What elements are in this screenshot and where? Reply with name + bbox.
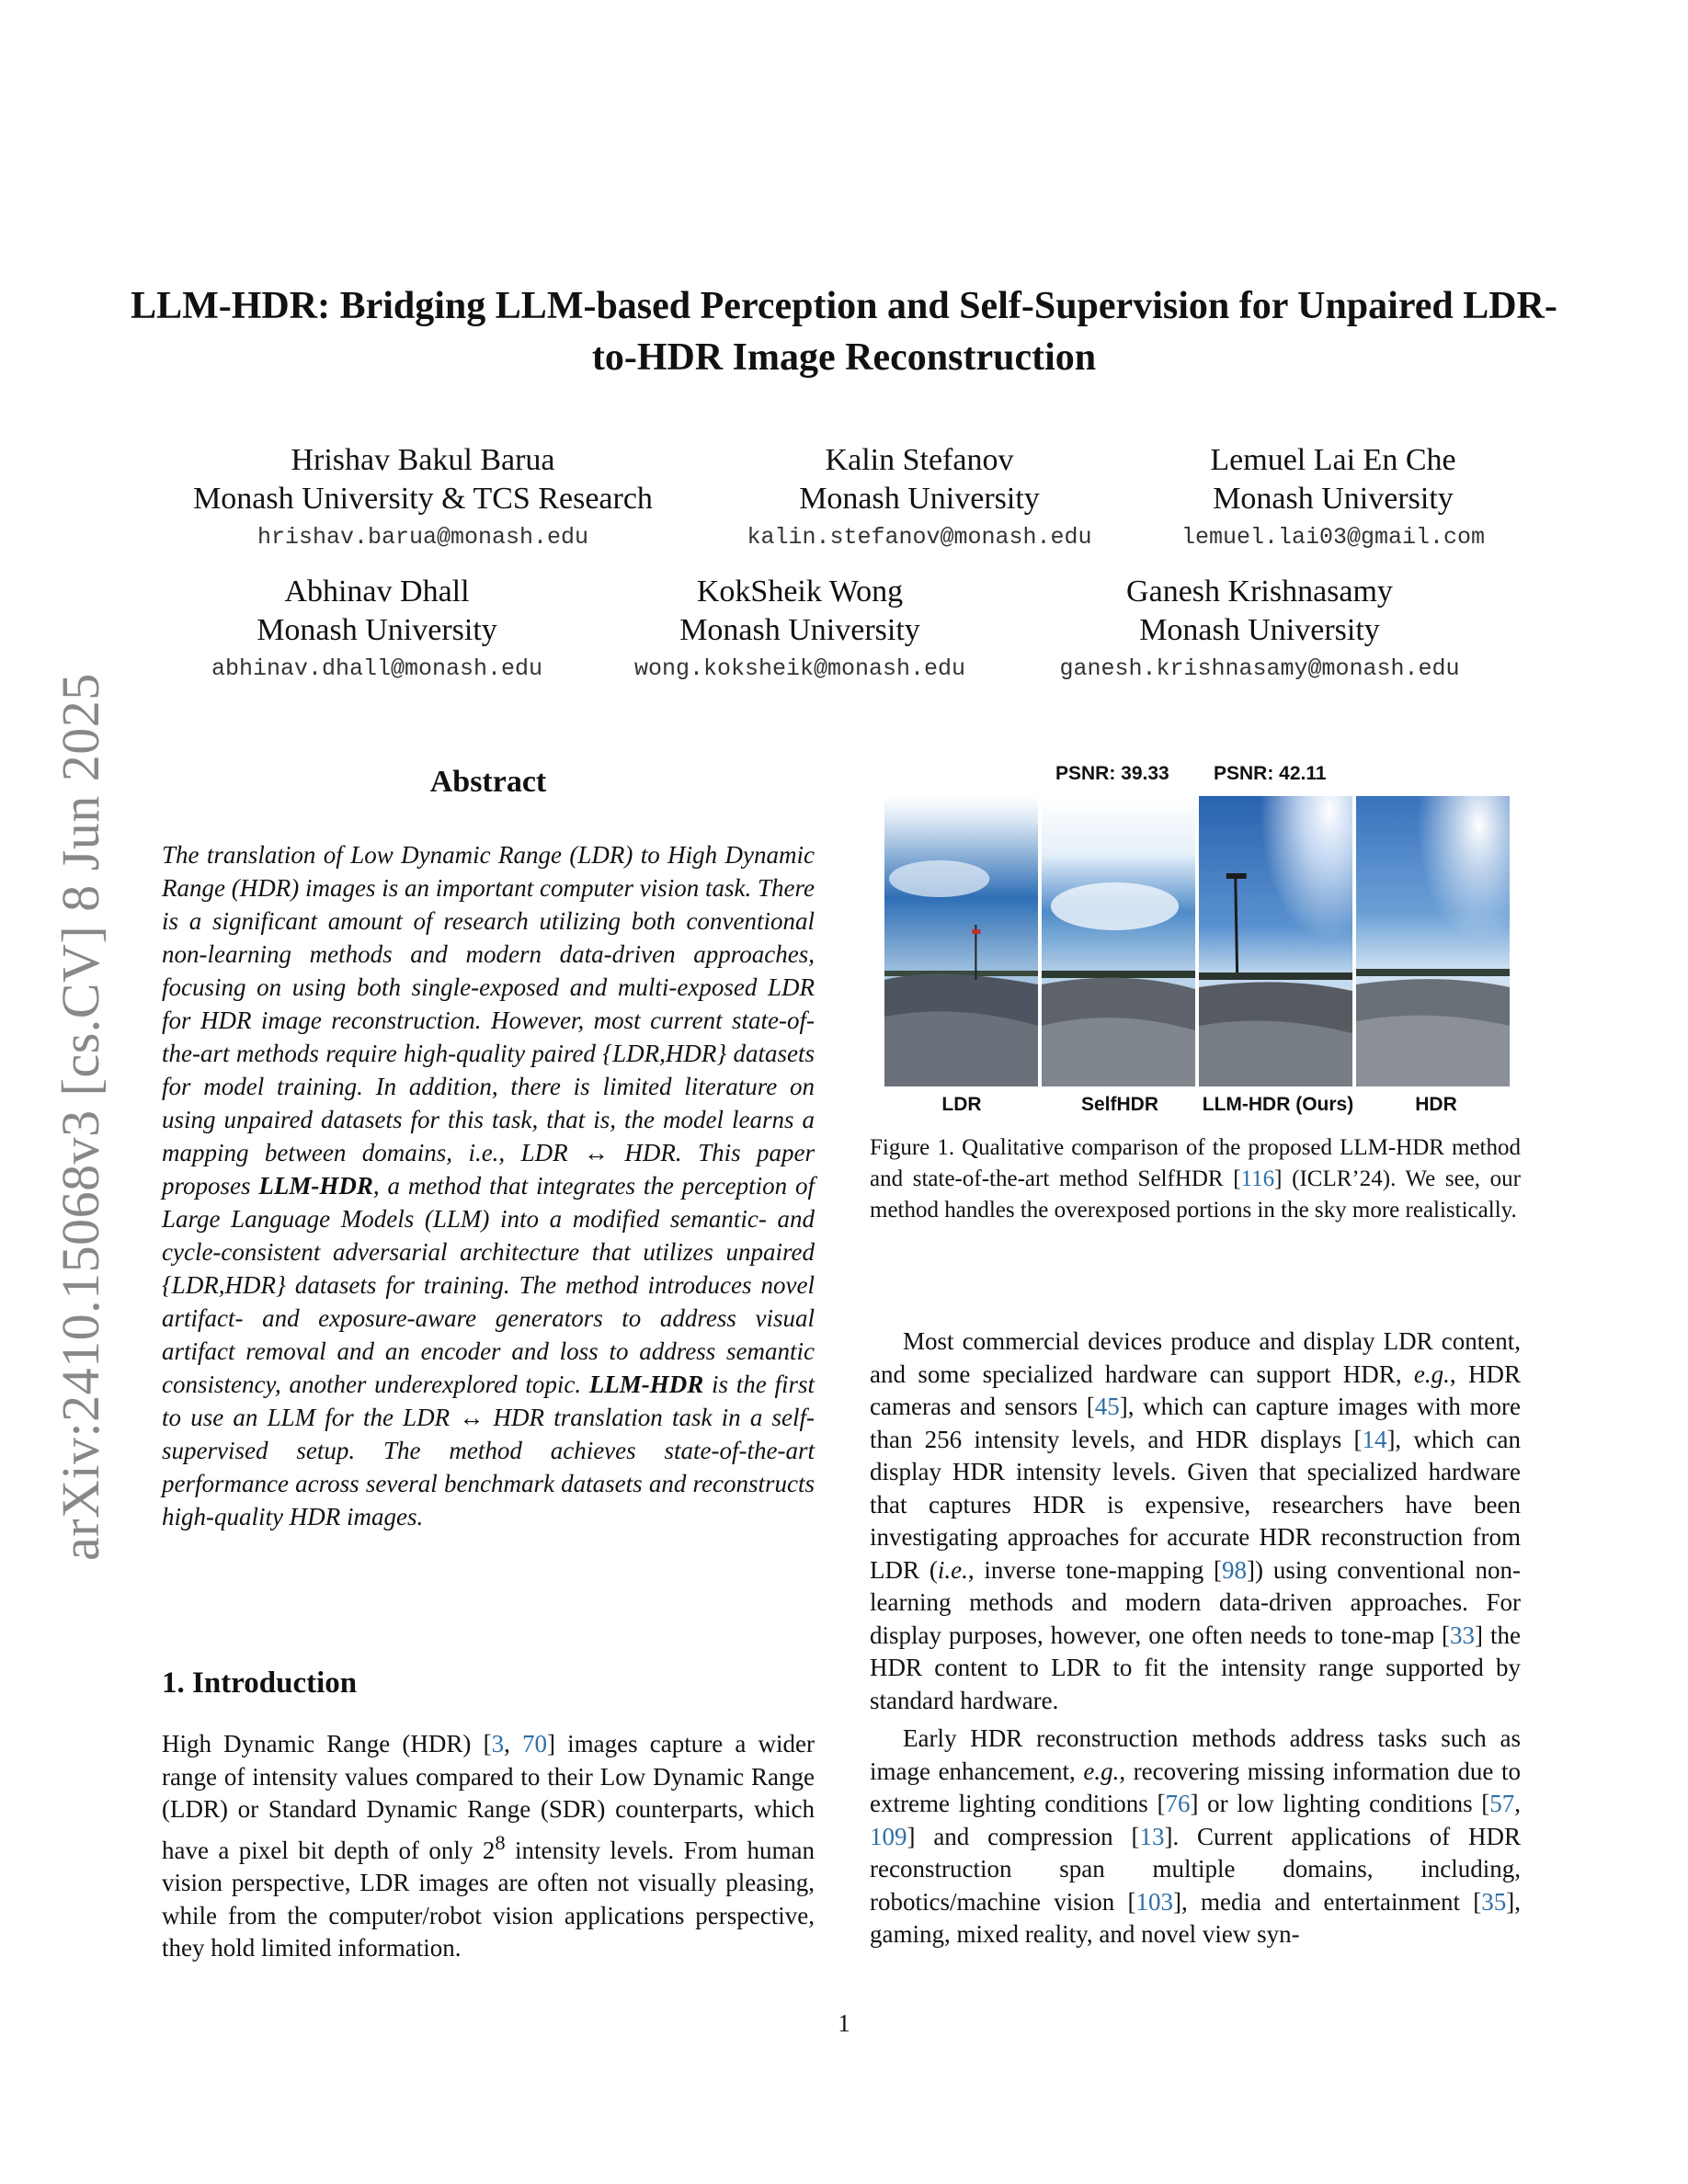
citation-link[interactable]: 76: [1165, 1790, 1191, 1817]
page-number: 1: [838, 2009, 850, 2037]
paragraph-text: Early HDR reconstruction methods address tasks such as image enhancement,: [870, 1724, 1521, 1785]
citation-link[interactable]: 14: [1362, 1425, 1387, 1453]
citation-link[interactable]: 103: [1135, 1887, 1174, 1916]
author-email[interactable]: wong.koksheik@monash.edu: [633, 655, 966, 682]
author-block: [156, 441, 690, 553]
citation-link[interactable]: 35: [1481, 1887, 1507, 1916]
paragraph-text: ]. Current applications of HDR reconstruction span multiple domains, including, robotics/machine vision [: [870, 1822, 1521, 1916]
paragraph-text: , inverse tone-mapping [: [967, 1555, 1223, 1584]
paragraph-text: ,: [1514, 1790, 1521, 1817]
paragraph-text: Most commercial devices produce and display LDR content, and some specialized hardware can support HDR,: [870, 1327, 1521, 1388]
paper-title: LLM-HDR: Bridging LLM-based Perception and Self-Supervision for Unpaired LDR-to-HDR Image Reconstruction: [131, 285, 1557, 379]
image-panel-selfhdr: [1042, 796, 1195, 1086]
paragraph-text: intensity levels. From human vision perspective, LDR images are often not visually pleasing, while from the computer/robot vision applications perspective, they hold limited information.: [162, 1836, 815, 1962]
citation-link[interactable]: 3: [491, 1730, 505, 1757]
author-name: KokSheik Wong: [696, 574, 904, 609]
author-email[interactable]: hrishav.barua@monash.edu: [257, 524, 589, 551]
intro-paragraph: [870, 1723, 1521, 1951]
author-block: [1140, 441, 1526, 553]
author-email[interactable]: lemuel.lai03@gmail.com: [1180, 524, 1486, 551]
paragraph-text: High Dynamic Range (HDR) [: [162, 1730, 492, 1757]
author-email[interactable]: abhinav.dhall@monash.edu: [211, 655, 543, 682]
abstract-text: , a method that integrates the perception of Large Language Models (LLM) into a modified semantic- and cycle-consistent adversarial architecture that utilizes unpaired {LDR,HDR} datasets for training. The method introduces novel artifact- and exposure-aware generators to address visual artifact removal and an encoder and loss to address semantic consistency, another underexplored topic.: [162, 1172, 815, 1398]
intro-paragraph: [162, 1728, 815, 1965]
abstract-text: is the first to use an LLM for the LDR ↔ HDR translation task in a self-supervised setup. The method achieves state-of-the-art performance across several benchmark datasets and reconstructs high-quality HDR images.: [162, 1371, 815, 1530]
image-panel-ldr: [884, 796, 1038, 1086]
citation-link[interactable]: 109: [870, 1822, 907, 1850]
abstract-heading: Abstract: [429, 765, 547, 799]
paragraph-text: ], gaming, mixed reality, and novel view syn-: [870, 1887, 1522, 1948]
citation-link[interactable]: 57: [1489, 1790, 1515, 1817]
paragraph-text: ] images capture a wider range of intensity values compared to their Low Dynamic Range (LDR) or Standard Dynamic Range (SDR) counterparts, which have a pixel bit depth of only 2: [162, 1730, 815, 1864]
figure-caption: [870, 1132, 1521, 1226]
author-email[interactable]: kalin.stefanov@monash.edu: [747, 524, 1092, 551]
italic-text: e.g.: [1083, 1757, 1120, 1785]
author-block: [717, 441, 1122, 553]
panel-label: HDR: [1415, 1094, 1457, 1115]
author-affiliation: Monash University & TCS Research: [193, 482, 653, 516]
panel-label: SelfHDR: [1080, 1094, 1158, 1115]
figure-panels: [884, 796, 1510, 1086]
superscript: 8: [495, 1830, 506, 1854]
method-name: LLM-HDR: [258, 1172, 373, 1200]
panel-label: LLM-HDR (Ours): [1202, 1094, 1354, 1115]
citation-link[interactable]: 70: [522, 1730, 547, 1757]
paragraph-text: ,: [504, 1730, 522, 1757]
author-affiliation: Monash University: [1139, 613, 1380, 647]
author-name: Ganesh Krishnasamy: [1126, 574, 1393, 609]
paragraph-text: , recovering missing information due to extreme lighting conditions [: [870, 1757, 1521, 1817]
caption-text: Figure 1. Qualitative comparison of the proposed LLM-HDR method and state-of-the-art method SelfHDR [: [870, 1135, 1521, 1191]
author-affiliation: Monash University: [799, 482, 1040, 516]
paragraph-text: ] the HDR content to LDR to fit the intensity range supported by standard hardware.: [870, 1621, 1521, 1714]
psnr-ours: PSNR: 42.11: [1214, 763, 1327, 784]
paragraph-text: ], which can capture images with more than 256 intensity levels, and HDR displays [: [870, 1393, 1521, 1453]
author-block: [175, 573, 579, 685]
right-column-body: [870, 1325, 1521, 1957]
image-panel-ours: [1199, 796, 1352, 1086]
panel-label: LDR: [941, 1094, 982, 1115]
citation-link[interactable]: 13: [1139, 1822, 1165, 1850]
citation-link[interactable]: 45: [1094, 1393, 1120, 1420]
paragraph-text: ]) using conventional non-learning methods and modern data-driven approaches. For display purposes, however, one often needs to tone-map [: [870, 1555, 1521, 1649]
italic-text: i.e.: [937, 1555, 968, 1584]
citation-link[interactable]: 116: [1240, 1166, 1275, 1191]
image-panel-hdr: [1356, 796, 1510, 1086]
section-heading: 1. Introduction: [162, 1666, 358, 1700]
author-name: Lemuel Lai En Che: [1210, 443, 1456, 477]
abstract-text: The translation of Low Dynamic Range (LDR) to High Dynamic Range (HDR) images is an important computer vision task. There is a significant amount of research utilizing both conventional non-learning methods and modern data-driven approaches, focusing on using both single-exposed and multi-exposed LDR for HDR image reconstruction. However, most current state-of-the-art methods require high-quality paired {LDR,HDR} datasets for model training. In addition, there is limited literature on using unpaired datasets for this task, that is, the model learns a mapping between domains, i.e., LDR ↔ HDR. This paper proposes: [162, 841, 815, 1200]
paragraph-text: , HDR cameras and sensors [: [870, 1359, 1521, 1420]
author-affiliation: Monash University: [1213, 482, 1454, 516]
author-name: Kalin Stefanov: [825, 443, 1014, 477]
author-name: Hrishav Bakul Barua: [291, 443, 555, 477]
method-name: LLM-HDR: [588, 1371, 704, 1398]
arxiv-identifier: arXiv:2410.15068v3 [cs.CV] 8 Jun 2025: [51, 673, 110, 1561]
paragraph-text: ] or low lighting conditions [: [1190, 1790, 1490, 1817]
caption-text: ] (ICLR’24). We see, our method handles the overexposed portions in the sky more realistically.: [870, 1166, 1521, 1223]
author-affiliation: Monash University: [679, 613, 920, 647]
italic-text: e.g.: [1413, 1359, 1450, 1388]
author-name: Abhinav Dhall: [284, 574, 470, 609]
abstract-body: [162, 838, 815, 1533]
psnr-selfhdr: PSNR: 39.33: [1055, 763, 1169, 784]
paragraph-text: ] and compression [: [907, 1822, 1140, 1850]
author-block: [607, 573, 993, 685]
paragraph-text: ], media and entertainment [: [1173, 1887, 1482, 1916]
paragraph-text: ], which can display HDR intensity levels. Given that specialized hardware that captures HDR is expensive, researchers have been investigating approaches for accurate HDR reconstruction from LDR (: [870, 1425, 1521, 1584]
intro-paragraph: [870, 1325, 1521, 1717]
citation-link[interactable]: 33: [1450, 1621, 1476, 1649]
author-email[interactable]: ganesh.krishnasamy@monash.edu: [1059, 655, 1460, 682]
author-block: [1030, 573, 1489, 685]
author-affiliation: Monash University: [257, 613, 497, 647]
citation-link[interactable]: 98: [1222, 1555, 1248, 1584]
